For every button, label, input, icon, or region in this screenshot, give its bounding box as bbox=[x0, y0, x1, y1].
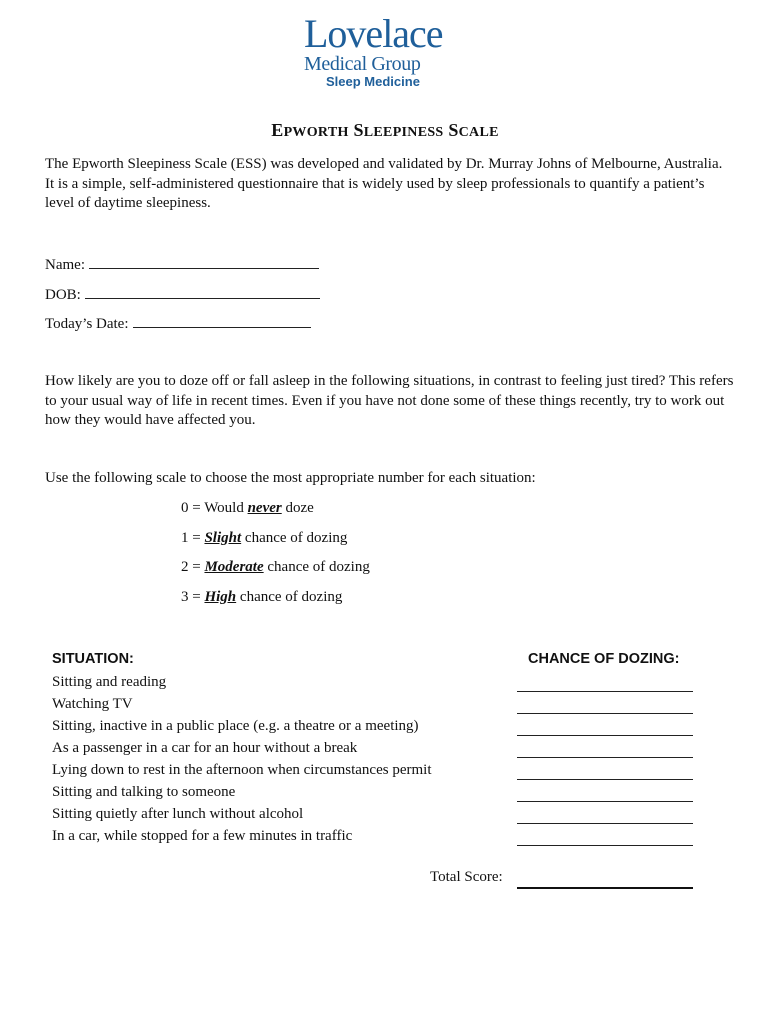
situation-item: In a car, while stopped for a few minutes in traffic bbox=[52, 828, 353, 844]
document-title bbox=[0, 120, 770, 141]
dob-blank[interactable] bbox=[85, 284, 320, 299]
scale-item bbox=[181, 558, 370, 588]
question-paragraph: How likely are you to doze off or fall asleep in the following situations, in contrast to feeling just tired? This refers to your usual way of life in recent times. Even if you have not done some of these things recently, try to work out how they would have affected you. bbox=[45, 373, 734, 428]
date-blank[interactable] bbox=[133, 313, 311, 328]
scale-emphasis: High bbox=[204, 588, 237, 605]
score-blank[interactable] bbox=[517, 758, 693, 780]
situation-item: Sitting and reading bbox=[52, 674, 167, 690]
chance-header: CHANCE OF DOZING: bbox=[528, 651, 680, 667]
logo-department: Sleep Medicine bbox=[326, 74, 420, 89]
situation-item: Sitting quietly after lunch without alcohol bbox=[52, 806, 304, 822]
scale-item bbox=[181, 499, 370, 529]
title-word-2-initial: S bbox=[353, 120, 364, 140]
scale-suffix: chance of dozing bbox=[263, 559, 370, 575]
situation-item: Sitting and talking to someone bbox=[52, 784, 236, 800]
lovelace-logo bbox=[304, 11, 504, 89]
score-blank[interactable] bbox=[517, 824, 693, 846]
dob-label: DOB: bbox=[45, 287, 81, 303]
scale-suffix: chance of dozing bbox=[236, 588, 343, 605]
title-word-3-rest: CALE bbox=[458, 125, 499, 140]
score-blank[interactable] bbox=[517, 736, 693, 758]
total-score-label: Total Score: bbox=[430, 869, 503, 885]
title-word-2-rest: LEEPINESS bbox=[363, 125, 444, 140]
situation-item: Lying down to rest in the afternoon when circumstances permit bbox=[52, 762, 432, 778]
scale-prefix: 2 = bbox=[181, 559, 205, 575]
situation-list bbox=[52, 673, 431, 849]
title-word-1-rest: PWORTH bbox=[283, 125, 349, 140]
title-word-3-initial: S bbox=[448, 120, 459, 140]
scale-suffix: chance of dozing bbox=[241, 529, 348, 546]
scale-item bbox=[181, 588, 370, 618]
intro-paragraph: The Epworth Sleepiness Scale (ESS) was developed and validated by Dr. Murray Johns of Melbourne, Australia. It is a simple, self-administered questionnaire that is widely used by sleep professionals to quantify a patient’s level of daytime sleepiness. bbox=[45, 156, 723, 211]
date-field[interactable] bbox=[45, 313, 311, 334]
situation-header: SITUATION: bbox=[52, 651, 134, 667]
date-label: Today’s Date: bbox=[45, 316, 129, 332]
situation-item: Watching TV bbox=[52, 696, 133, 712]
score-blank[interactable] bbox=[517, 714, 693, 736]
name-field[interactable] bbox=[45, 254, 319, 275]
logo-subtitle: Medical Group bbox=[304, 53, 421, 75]
scale-emphasis: never bbox=[247, 500, 282, 516]
score-blank-column bbox=[517, 690, 693, 846]
scale-emphasis: Moderate bbox=[204, 559, 264, 575]
situation-item: Sitting, inactive in a public place (e.g. a theatre or a meeting) bbox=[52, 718, 419, 734]
scale-prefix: 1 = bbox=[181, 529, 205, 546]
scale-item bbox=[181, 529, 370, 559]
situation-item: As a passenger in a car for an hour without a break bbox=[52, 740, 358, 756]
score-blank[interactable] bbox=[517, 780, 693, 802]
scale-list bbox=[181, 499, 370, 617]
scale-prefix: 0 = Would bbox=[181, 500, 248, 516]
name-label: Name: bbox=[45, 257, 85, 273]
score-blank[interactable] bbox=[517, 802, 693, 824]
scale-suffix: doze bbox=[281, 500, 314, 516]
name-blank[interactable] bbox=[89, 254, 319, 269]
scale-prefix: 3 = bbox=[181, 588, 205, 605]
score-blank[interactable] bbox=[517, 692, 693, 714]
dob-field[interactable] bbox=[45, 284, 320, 305]
scale-instructions: Use the following scale to choose the most appropriate number for each situation: bbox=[45, 470, 536, 486]
scale-emphasis: Slight bbox=[204, 529, 242, 546]
total-score-blank[interactable] bbox=[517, 887, 693, 889]
logo-wordmark: Lovelace bbox=[304, 11, 443, 56]
title-word-1-initial: E bbox=[271, 120, 284, 140]
